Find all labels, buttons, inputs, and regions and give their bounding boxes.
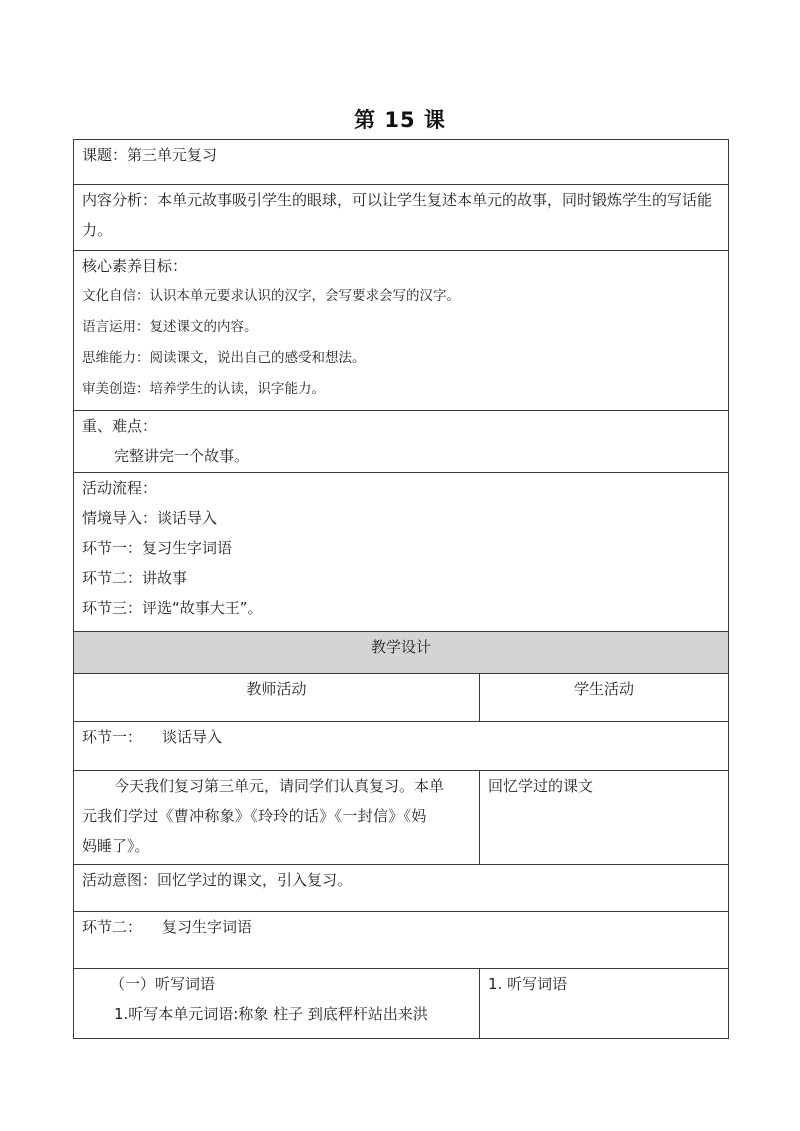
review-text-line: 元我们学过《曹冲称象》《玲玲的话》《一封信》《妈 xyxy=(82,807,427,825)
review-teacher-cell xyxy=(74,771,480,865)
dictation-student-cell: 1. 听写词语 xyxy=(480,969,729,1039)
content-analysis-cell: 内容分析：本单元故事吸引学生的眼球，可以让学生复述本单元的故事，同时锻炼学生的写话能力。 xyxy=(74,185,729,251)
focus-row xyxy=(74,411,729,473)
flow-item: 情境导入：谈话导入 xyxy=(82,509,218,527)
step2-cell xyxy=(74,912,729,969)
core-goal-item: 审美创造：培养学生的认读，识字能力。 xyxy=(82,381,325,397)
page-title: 第 15 课 xyxy=(354,108,446,132)
core-goals-heading: 核心素养目标： xyxy=(82,257,188,275)
review-student-cell: 回忆学过的课文 xyxy=(480,771,729,865)
flow-row xyxy=(74,473,729,632)
focus-cell xyxy=(74,411,729,473)
step2-row xyxy=(74,912,729,969)
step2-label: 环节二： xyxy=(82,918,143,936)
core-goal-item: 文化自信：认识本单元要求认识的汉字，会写要求会写的汉字。 xyxy=(82,288,460,304)
review-text-line: 今天我们复习第三单元，请同学们认真复习。本单 xyxy=(114,777,445,795)
review-text-line: 妈睡了》。 xyxy=(82,837,150,855)
flow-item: 环节三：评选“故事大王”。 xyxy=(82,599,263,617)
column-headers-row xyxy=(74,674,729,722)
lesson-plan-table xyxy=(73,139,729,1039)
content-analysis-row xyxy=(74,185,729,251)
topic-row xyxy=(74,140,729,185)
dictation-heading: （一）听写词语 xyxy=(110,975,216,993)
core-goals-row xyxy=(74,251,729,411)
intent-cell: 活动意图：回忆学过的课文，引入复习。 xyxy=(74,865,729,912)
step1-label: 环节一： xyxy=(82,728,143,746)
step2-title: 复习生字词语 xyxy=(162,918,253,936)
dictation-text: 1.听写本单元词语:称象 柱子 到底秤杆站出来洪 xyxy=(114,1005,428,1023)
design-header-row xyxy=(74,632,729,674)
design-header: 教学设计 xyxy=(74,632,729,674)
core-goal-item: 语言运用：复述课文的内容。 xyxy=(82,319,258,335)
focus-text: 完整讲完一个故事。 xyxy=(114,447,250,465)
step1-title: 谈话导入 xyxy=(162,728,223,746)
review-row xyxy=(74,771,729,865)
flow-cell xyxy=(74,473,729,632)
flow-item: 环节一：复习生字词语 xyxy=(82,539,233,557)
topic-cell: 课题：第三单元复习 xyxy=(74,140,729,185)
step1-cell xyxy=(74,722,729,771)
focus-heading: 重、难点： xyxy=(82,417,158,435)
flow-heading: 活动流程： xyxy=(82,479,158,497)
dictation-teacher-cell xyxy=(74,969,480,1039)
step1-row xyxy=(74,722,729,771)
student-column-header: 学生活动 xyxy=(480,674,729,722)
dictation-row xyxy=(74,969,729,1039)
intent-row xyxy=(74,865,729,912)
core-goals-cell xyxy=(74,251,729,411)
flow-item: 环节二：讲故事 xyxy=(82,569,188,587)
core-goal-item: 思维能力：阅读课文，说出自己的感受和想法。 xyxy=(82,350,366,366)
teacher-column-header: 教师活动 xyxy=(74,674,480,722)
